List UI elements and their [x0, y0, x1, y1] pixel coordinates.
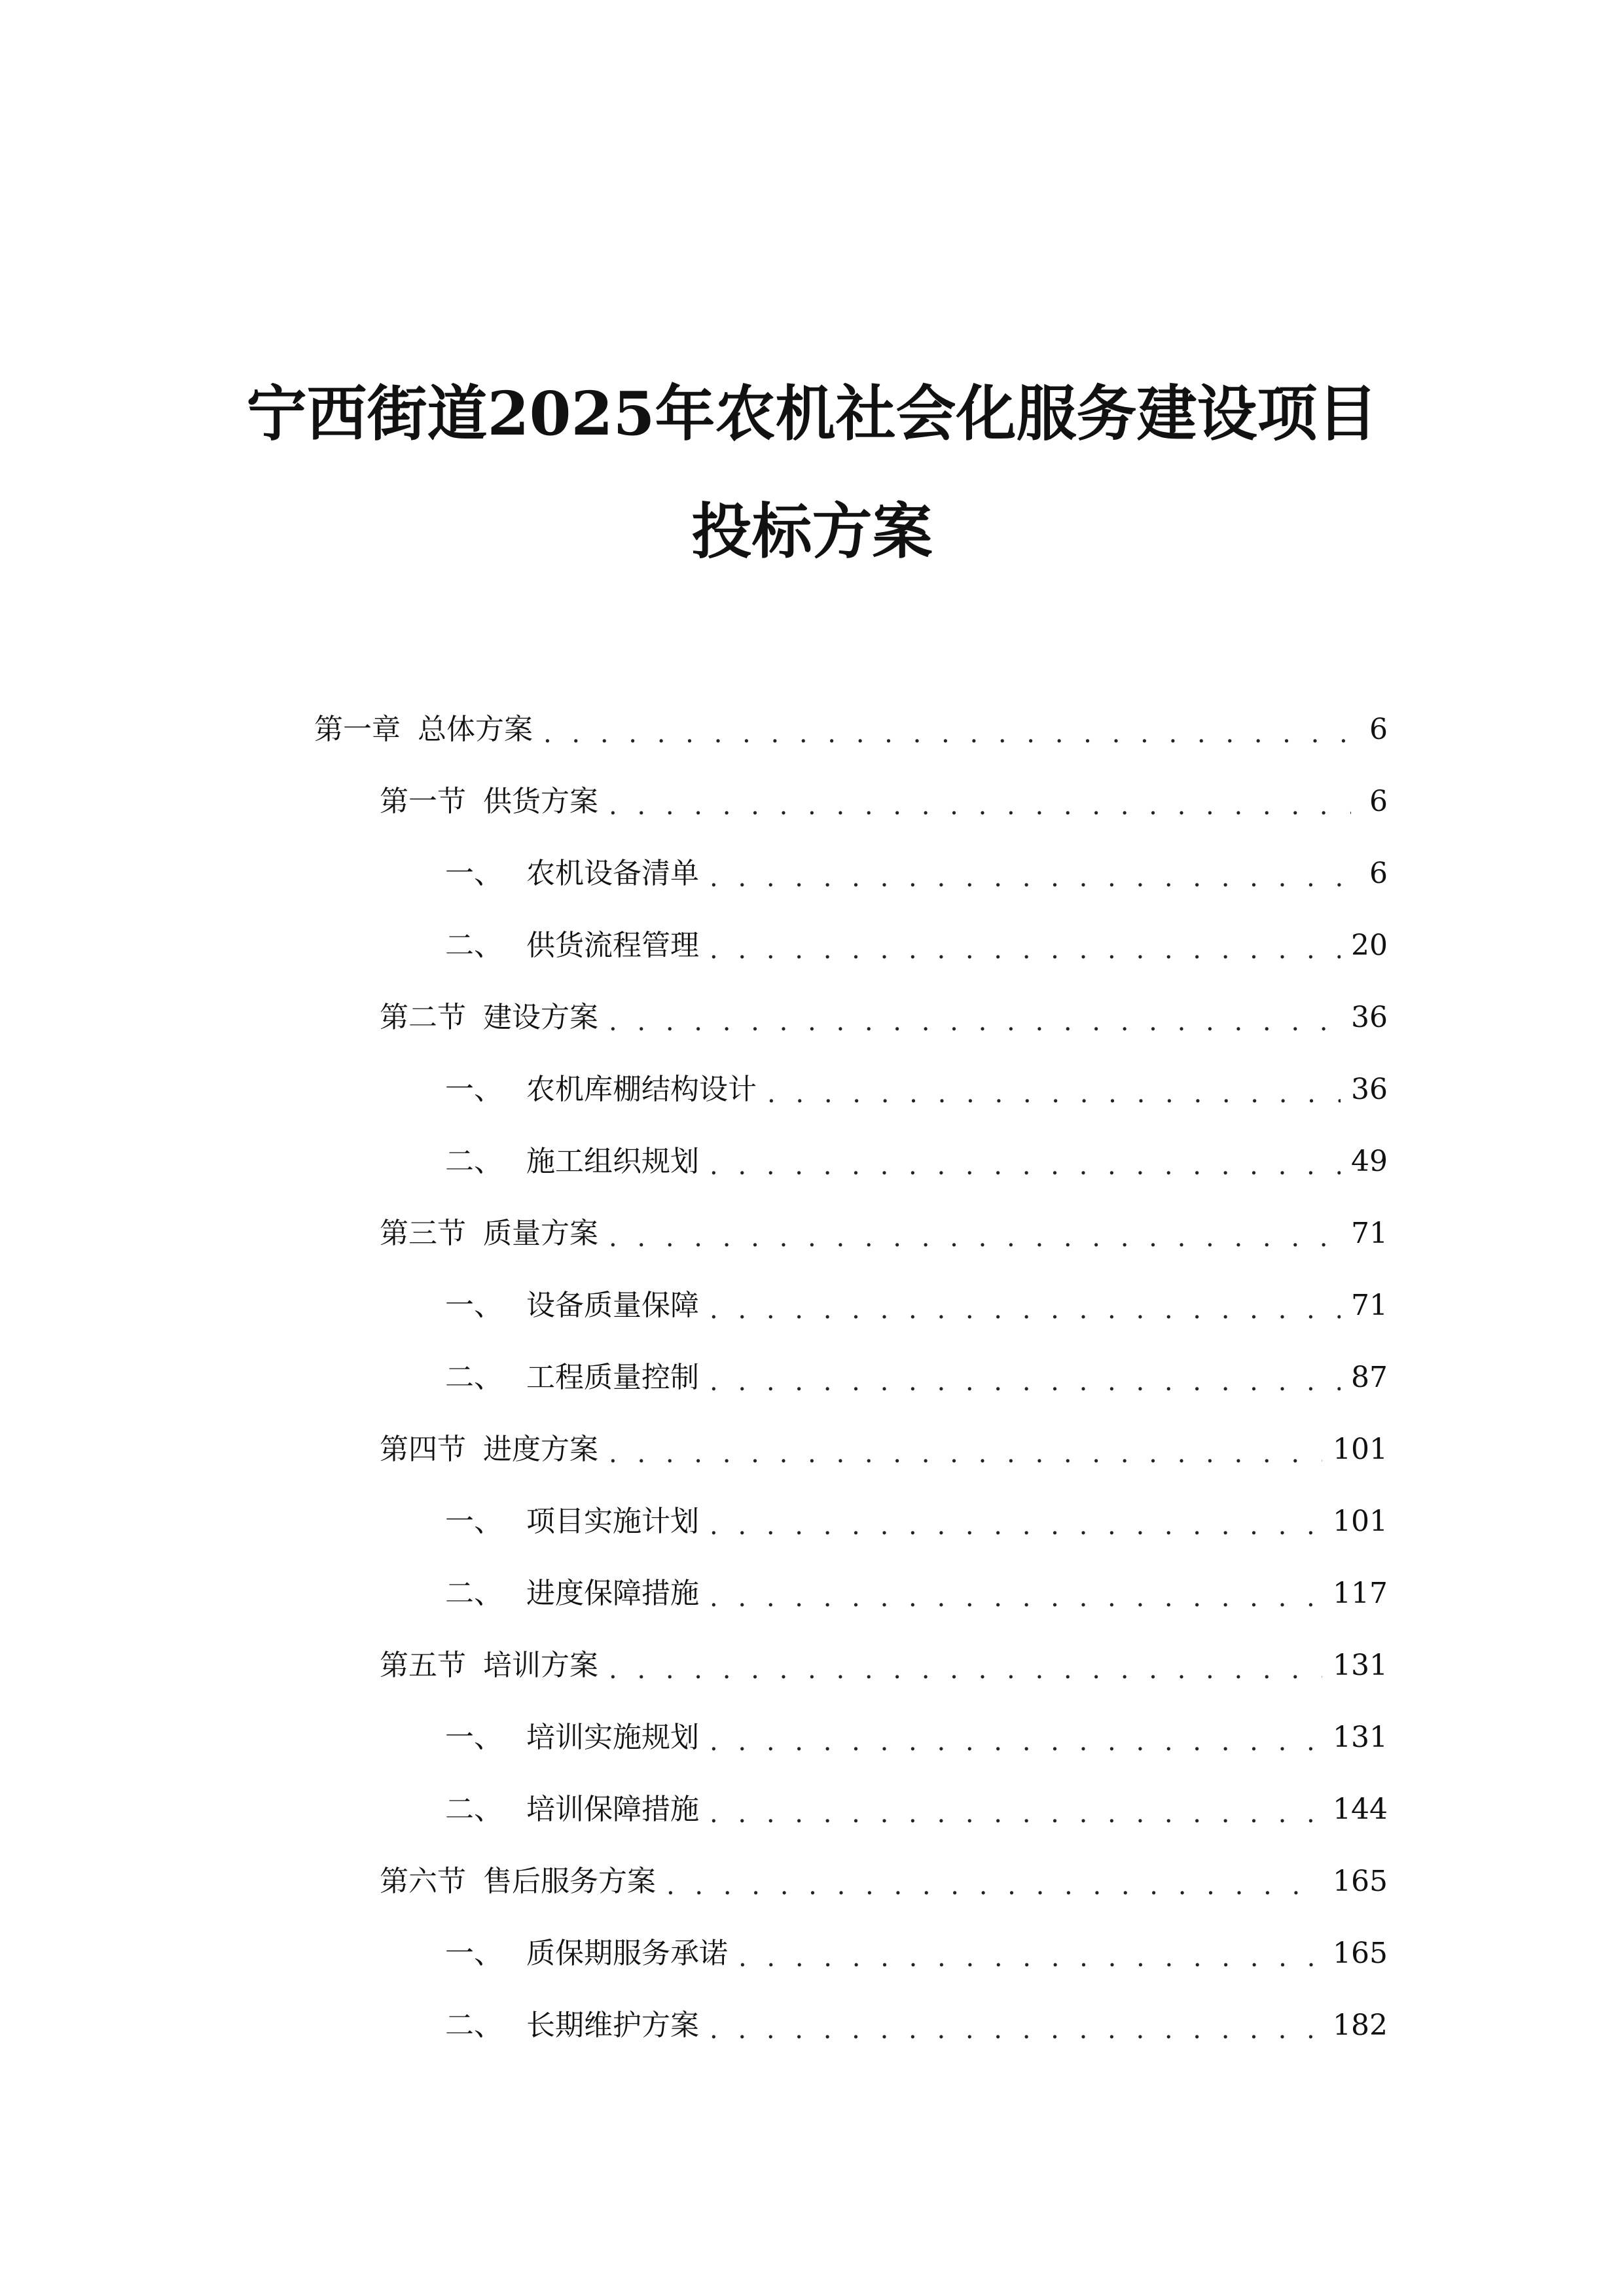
toc-entry-page-number: 6 — [1369, 857, 1388, 890]
toc-entry-title: 工程质量控制 — [526, 1361, 699, 1394]
toc-dot-leader — [710, 926, 1341, 965]
toc-entry[interactable] — [314, 1918, 1388, 1990]
toc-dot-leader — [710, 1286, 1341, 1325]
toc-entry[interactable] — [314, 1054, 1388, 1126]
toc-entry-title: 培训方案 — [483, 1649, 598, 1682]
toc-entry[interactable] — [314, 1774, 1388, 1846]
toc-entry-page-number: 117 — [1333, 1577, 1388, 1610]
toc-entry-page-number: 36 — [1351, 1073, 1388, 1106]
toc-dot-leader — [710, 1502, 1322, 1541]
toc-entry[interactable] — [314, 982, 1388, 1054]
document-title-line-1: 宁西街道2025年农机社会化服务建设项目 — [246, 378, 1378, 449]
toc-entry[interactable] — [314, 1990, 1388, 2062]
toc-entry-number: 一、 — [445, 1505, 503, 1538]
toc-entry-page-number: 182 — [1333, 2009, 1388, 2042]
toc-entry-number: 第二节 — [380, 1001, 466, 1034]
toc-dot-leader — [666, 1862, 1322, 1901]
toc-entry-number: 第一节 — [380, 785, 466, 818]
toc-entry-page-number: 6 — [1369, 785, 1388, 818]
toc-entry[interactable] — [314, 1486, 1388, 1558]
toc-entry[interactable] — [314, 1846, 1388, 1918]
toc-entry-title: 进度方案 — [483, 1433, 598, 1466]
toc-entry-number: 第五节 — [380, 1649, 466, 1682]
toc-entry[interactable] — [314, 1126, 1388, 1198]
toc-entry-title: 长期维护方案 — [526, 2009, 699, 2042]
toc-dot-leader — [710, 854, 1351, 893]
toc-dot-leader — [609, 998, 1341, 1037]
toc-entry-title: 设备质量保障 — [526, 1289, 699, 1322]
toc-entry[interactable] — [314, 1270, 1388, 1342]
toc-entry-page-number: 36 — [1351, 1001, 1388, 1034]
toc-entry[interactable] — [314, 694, 1388, 766]
toc-entry-page-number: 87 — [1351, 1361, 1388, 1394]
toc-entry-number: 一、 — [445, 857, 503, 890]
toc-entry[interactable] — [314, 1414, 1388, 1486]
toc-entry-title: 项目实施计划 — [526, 1505, 699, 1538]
toc-entry-number: 第一章 — [314, 713, 401, 746]
toc-entry-page-number: 131 — [1333, 1649, 1388, 1682]
toc-entry-title: 供货流程管理 — [526, 929, 699, 962]
toc-dot-leader — [767, 1070, 1341, 1109]
toc-entry-title: 施工组织规划 — [526, 1145, 699, 1178]
toc-entry[interactable] — [314, 910, 1388, 982]
toc-entry-page-number: 165 — [1333, 1865, 1388, 1898]
toc-entry[interactable] — [314, 1630, 1388, 1702]
toc-entry-title: 质保期服务承诺 — [526, 1937, 728, 1970]
toc-entry-page-number: 20 — [1351, 929, 1388, 962]
toc-entry-title: 进度保障措施 — [526, 1577, 699, 1610]
toc-entry-title: 质量方案 — [483, 1217, 598, 1250]
toc-dot-leader — [710, 1790, 1322, 1829]
toc-entry-title: 建设方案 — [483, 1001, 598, 1034]
toc-entry[interactable] — [314, 1198, 1388, 1270]
toc-dot-leader — [710, 1574, 1322, 1613]
document-title-line-2: 投标方案 — [691, 495, 933, 567]
table-of-contents — [314, 694, 1388, 2062]
toc-entry-number: 二、 — [445, 1577, 503, 1610]
toc-entry-title: 总体方案 — [418, 713, 533, 746]
toc-entry-page-number: 131 — [1333, 1721, 1388, 1754]
toc-dot-leader — [710, 2006, 1322, 2045]
toc-dot-leader — [710, 1358, 1341, 1397]
toc-entry-page-number: 165 — [1333, 1937, 1388, 1970]
toc-entry-page-number: 144 — [1333, 1793, 1388, 1826]
toc-entry-title: 农机设备清单 — [526, 857, 699, 890]
toc-entry[interactable] — [314, 1702, 1388, 1774]
toc-entry-page-number: 101 — [1333, 1505, 1388, 1538]
toc-entry[interactable] — [314, 766, 1388, 838]
toc-entry[interactable] — [314, 1342, 1388, 1414]
toc-entry-page-number: 49 — [1351, 1145, 1388, 1178]
toc-entry-number: 一、 — [445, 1721, 503, 1754]
toc-entry-number: 一、 — [445, 1073, 503, 1106]
toc-dot-leader — [738, 1934, 1322, 1973]
toc-dot-leader — [609, 1646, 1322, 1685]
toc-entry-number: 二、 — [445, 1793, 503, 1826]
toc-entry-number: 第四节 — [380, 1433, 466, 1466]
toc-entry-number: 第六节 — [380, 1865, 466, 1898]
toc-dot-leader — [710, 1718, 1322, 1757]
toc-dot-leader — [710, 1142, 1341, 1181]
toc-dot-leader — [543, 710, 1351, 749]
toc-dot-leader — [609, 1214, 1341, 1253]
toc-entry-page-number: 6 — [1369, 713, 1388, 746]
toc-dot-leader — [609, 782, 1351, 821]
toc-entry-number: 二、 — [445, 929, 503, 962]
toc-dot-leader — [609, 1430, 1322, 1469]
toc-entry-number: 第三节 — [380, 1217, 466, 1250]
toc-entry-number: 一、 — [445, 1289, 503, 1322]
toc-entry-title: 供货方案 — [483, 785, 598, 818]
toc-entry-number: 二、 — [445, 2009, 503, 2042]
toc-entry-title: 农机库棚结构设计 — [526, 1073, 757, 1106]
toc-entry-page-number: 71 — [1351, 1289, 1388, 1322]
toc-entry[interactable] — [314, 838, 1388, 910]
toc-entry-title: 培训保障措施 — [526, 1793, 699, 1826]
toc-entry-number: 二、 — [445, 1145, 503, 1178]
toc-entry-page-number: 101 — [1333, 1433, 1388, 1466]
toc-entry[interactable] — [314, 1558, 1388, 1630]
toc-entry-number: 二、 — [445, 1361, 503, 1394]
toc-entry-number: 一、 — [445, 1937, 503, 1970]
toc-entry-page-number: 71 — [1351, 1217, 1388, 1250]
toc-entry-title: 售后服务方案 — [483, 1865, 656, 1898]
toc-entry-title: 培训实施规划 — [526, 1721, 699, 1754]
